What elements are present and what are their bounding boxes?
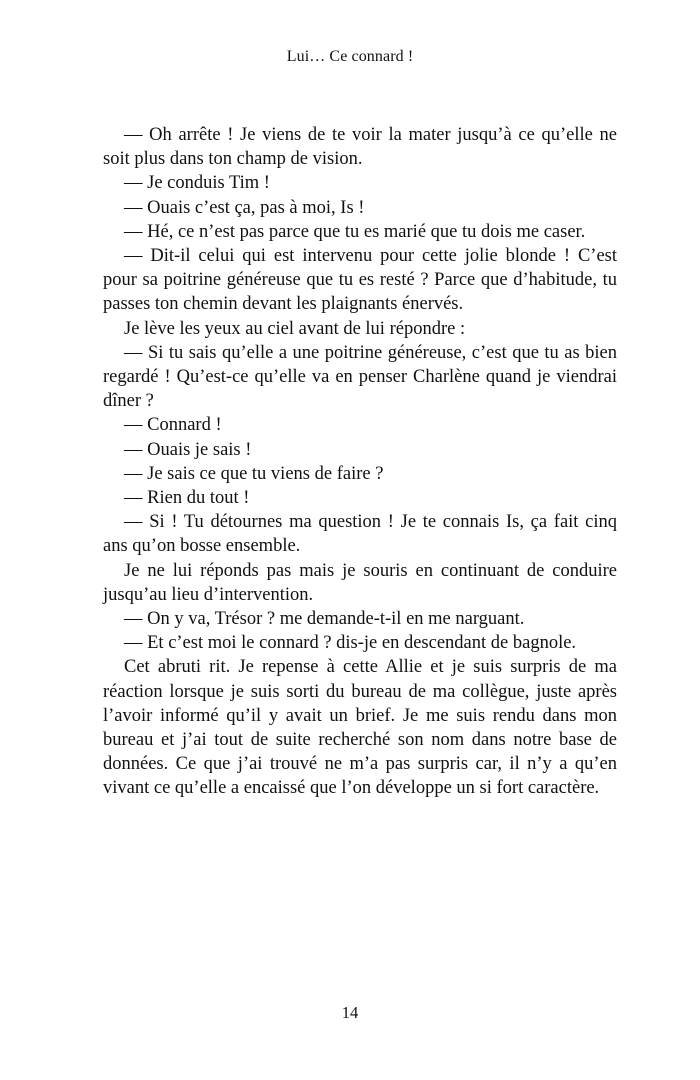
paragraph: — Oh arrête ! Je viens de te voir la mater jusqu’à ce qu’elle ne soit plus dans ton champ de vision. [103,125,617,170]
paragraph: — Hé, ce n’est pas parce que tu es marié que tu dois me caser. [124,221,586,242]
paragraph: — Si tu sais qu’elle a une poitrine généreuse, c’est que tu as bien regardé ! Qu’est-ce qu’elle va en penser Charlène quand je viendrai dîner ? [103,342,617,412]
running-head: Lui… Ce connard ! [286,48,414,65]
paragraph: — On y va, Trésor ? me demande-t-il en me narguant. [124,609,525,630]
paragraph: — Ouais c’est ça, pas à moi, Is ! [124,197,365,218]
paragraph: Je ne lui réponds pas mais je souris en continuant de conduire jusqu’au lieu d’intervention. [103,560,617,605]
paragraph: — Et c’est moi le connard ? dis-je en descendant de bagnole. [124,633,577,654]
paragraph: — Dit-il celui qui est intervenu pour cette jolie blonde ! C’est pour sa poitrine généreuse que tu es resté ? Parce que d’habitude, tu passes ton chemin devant les plaignants énervés. [103,246,617,315]
page-number: 14 [341,1003,359,1022]
paragraph: — Je sais ce que tu viens de faire ? [124,463,384,484]
paragraph: — Connard ! [124,415,222,436]
paragraph: Cet abruti rit. Je repense à cette Allie et je suis surpris de ma réaction lorsque je suis sorti du bureau de ma collègue, juste après l’avoir informé qu’il y avait un brief. Je me suis rendu dans mon bureau et j’ai tout de suite recherché son nom dans notre base de données. Ce que j’ai trouvé ne m’a pas surpris car, il n’y a qu’en vivant ce qu’elle a encaissé que l’on développe un si fort caractère. [103,657,617,799]
paragraph: — Ouais je sais ! [124,439,252,460]
body-text [103,123,617,801]
paragraph: — Si ! Tu détournes ma question ! Je te connais Is, ça fait cinq ans qu’on bosse ensemble. [103,512,617,557]
paragraph: Je lève les yeux au ciel avant de lui répondre : [124,318,466,339]
paragraph: — Rien du tout ! [124,488,250,509]
paragraph: — Je conduis Tim ! [124,173,270,194]
